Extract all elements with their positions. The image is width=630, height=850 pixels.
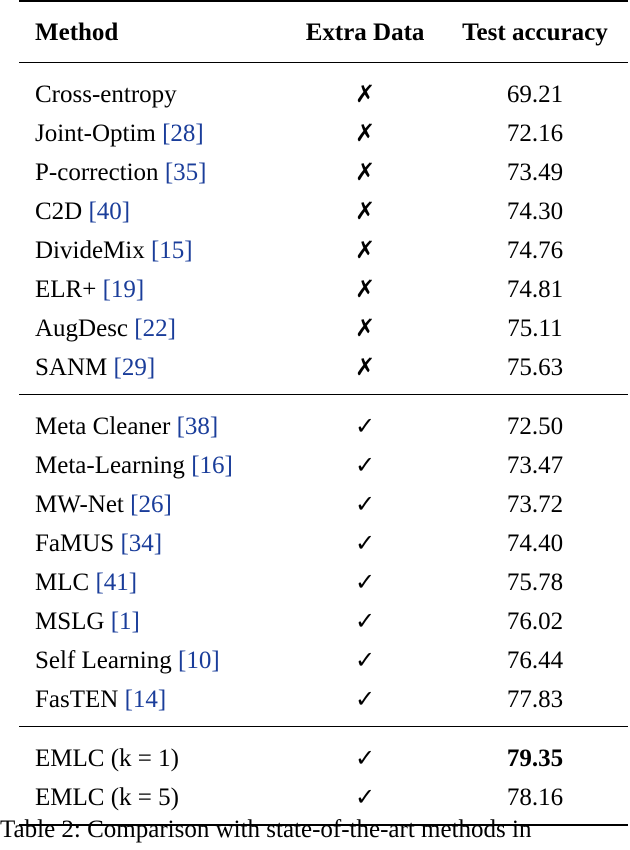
header-row [19, 1, 628, 63]
citation-link[interactable]: [28] [162, 120, 204, 147]
table-row [19, 727, 628, 779]
citation-link[interactable]: [35] [164, 159, 207, 186]
cell-method [19, 231, 288, 270]
cell-method [19, 680, 288, 727]
citation-link[interactable]: [10] [178, 647, 220, 674]
citation-link[interactable]: [15] [150, 237, 193, 264]
cell-accuracy: 75.78 [506, 569, 564, 596]
method-name: FasTEN [35, 686, 125, 713]
check-icon: ✓ [355, 783, 376, 811]
cell-method [19, 395, 288, 447]
cross-icon: ✗ [355, 353, 376, 381]
cross-icon: ✗ [355, 236, 376, 264]
citation-link[interactable]: [26] [130, 491, 172, 518]
cell-method [19, 309, 288, 348]
method-name: SANM [35, 354, 114, 381]
cell-accuracy: 74.81 [506, 276, 564, 303]
method-name: AugDesc [35, 315, 135, 342]
table-row [19, 680, 628, 727]
cell-accuracy: 74.76 [506, 237, 564, 264]
method-name: FaMUS [35, 530, 121, 557]
method-name: EMLC (k = 1) [35, 745, 179, 772]
citation-link[interactable]: [40] [88, 198, 131, 225]
cell-method [19, 485, 288, 524]
cell-accuracy: 76.44 [506, 647, 564, 674]
table-row [19, 602, 628, 641]
citation-link[interactable]: [16] [191, 452, 233, 479]
cross-icon: ✗ [355, 80, 376, 108]
header-test-accuracy: Test accuracy [462, 19, 608, 46]
cell-method [19, 270, 288, 309]
citation-link[interactable]: [1] [110, 608, 140, 635]
cell-accuracy: 75.11 [507, 315, 563, 342]
results-table [19, 0, 628, 826]
table-row [19, 63, 628, 115]
cell-accuracy: 73.72 [506, 491, 564, 518]
cell-method [19, 524, 288, 563]
cell-accuracy: 76.02 [506, 608, 564, 635]
cell-method [19, 348, 288, 395]
cross-icon: ✗ [355, 314, 376, 342]
cross-icon: ✗ [355, 275, 376, 303]
method-name: Cross-entropy [35, 81, 177, 108]
cell-accuracy: 72.16 [506, 120, 564, 147]
cell-method [19, 727, 288, 779]
cell-accuracy: 72.50 [506, 413, 564, 440]
check-icon: ✓ [355, 568, 376, 596]
citation-link[interactable]: [29] [113, 354, 156, 381]
cell-method [19, 563, 288, 602]
check-icon: ✓ [355, 646, 376, 674]
citation-link[interactable]: [34] [120, 530, 163, 557]
table-row [19, 485, 628, 524]
table-row [19, 348, 628, 395]
check-icon: ✓ [355, 490, 376, 518]
method-name: Meta-Learning [35, 452, 192, 479]
cell-method [19, 114, 288, 153]
header-method: Method [35, 19, 119, 46]
check-icon: ✓ [355, 451, 376, 479]
method-name: ELR+ [35, 276, 103, 303]
table-row [19, 563, 628, 602]
cell-accuracy: 73.47 [506, 452, 564, 479]
table-row [19, 192, 628, 231]
cross-icon: ✗ [355, 119, 376, 147]
cell-accuracy: 74.30 [506, 198, 564, 225]
cross-icon: ✗ [355, 158, 376, 186]
citation-link[interactable]: [22] [134, 315, 176, 342]
method-name: Meta Cleaner [35, 413, 177, 440]
method-name: MSLG [35, 608, 111, 635]
cell-accuracy: 69.21 [506, 81, 564, 108]
results-table-container [19, 0, 628, 826]
table-row [19, 270, 628, 309]
table-caption: Table 2: Comparison with state-of-the-art methods in [0, 816, 532, 843]
citation-link[interactable]: [41] [95, 569, 138, 596]
cross-icon: ✗ [355, 197, 376, 225]
citation-link[interactable]: [38] [176, 413, 219, 440]
method-name: P-correction [35, 159, 165, 186]
method-name: MW-Net [35, 491, 131, 518]
citation-link[interactable]: [14] [124, 686, 167, 713]
cell-method [19, 641, 288, 680]
cell-method [19, 446, 288, 485]
method-name: Self Learning [35, 647, 179, 674]
cell-accuracy: 75.63 [506, 354, 564, 381]
table-row [19, 641, 628, 680]
table-row [19, 114, 628, 153]
table-row [19, 446, 628, 485]
check-icon: ✓ [355, 412, 376, 440]
check-icon: ✓ [355, 685, 376, 713]
cell-method [19, 153, 288, 192]
table-row [19, 395, 628, 447]
method-name: MLC [35, 569, 96, 596]
method-name: Joint-Optim [35, 120, 163, 147]
check-icon: ✓ [355, 607, 376, 635]
method-name: C2D [35, 198, 89, 225]
cell-accuracy: 79.35 [506, 745, 564, 772]
header-extra-data: Extra Data [305, 19, 425, 46]
method-name: EMLC (k = 5) [35, 784, 179, 811]
cell-accuracy: 73.49 [506, 159, 564, 186]
table-body [19, 63, 628, 826]
citation-link[interactable]: [19] [102, 276, 145, 303]
table-row [19, 153, 628, 192]
check-icon: ✓ [355, 744, 376, 772]
cell-method [19, 63, 288, 115]
cell-method [19, 192, 288, 231]
cell-method [19, 602, 288, 641]
cell-accuracy: 77.83 [506, 686, 564, 713]
method-name: DivideMix [35, 237, 151, 264]
table-row [19, 309, 628, 348]
table-row [19, 524, 628, 563]
cell-accuracy: 78.16 [506, 784, 564, 811]
cell-accuracy: 74.40 [506, 530, 564, 557]
check-icon: ✓ [355, 529, 376, 557]
table-row [19, 231, 628, 270]
